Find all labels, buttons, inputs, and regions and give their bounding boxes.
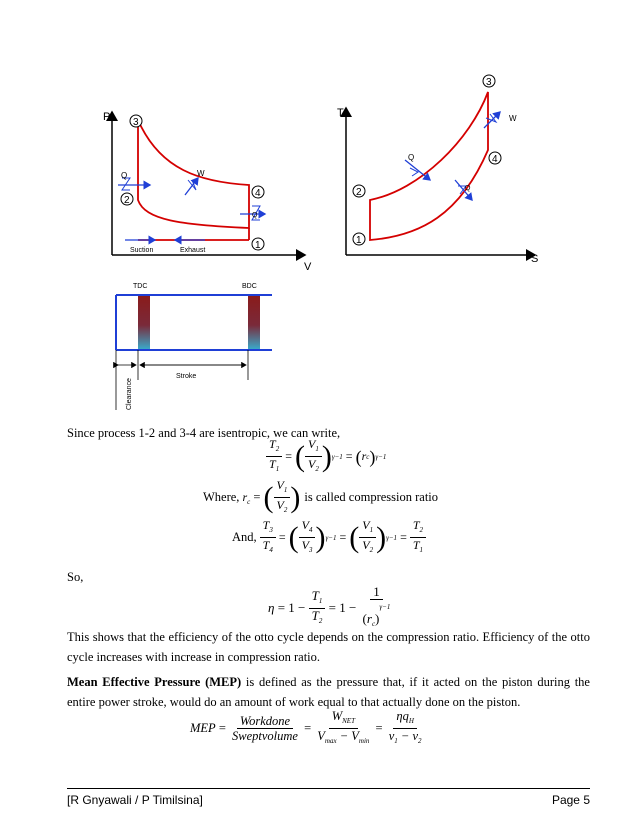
pv-diagram: [103, 111, 312, 273]
tdc-label: TDC: [133, 283, 148, 290]
piston-tdc: [138, 296, 150, 349]
where-label: Where,: [203, 490, 240, 504]
pv-exhaust-label: Exhaust: [180, 247, 206, 254]
pv-point-1: 1: [255, 240, 261, 251]
ts-q-in-arrow: [405, 160, 430, 180]
pv-q-out-label: Q: [252, 212, 258, 219]
sweptvolume-text: Sweptvolume: [232, 729, 298, 743]
and-label: And,: [232, 530, 257, 544]
mep-term: Mean Effective Pressure (MEP): [67, 675, 242, 689]
pv-axis-p-label: P: [103, 111, 111, 123]
ts-axis-s-label: S: [531, 253, 539, 265]
ts-q-out-label: Q: [465, 185, 471, 192]
mep-def-text: is defined as the pressure that, if it acted on the piston during the entire power stroke, would do an amount of work equal to that actually done on the piston.: [67, 675, 590, 709]
pv-suction-label: Suction: [130, 247, 154, 254]
footer-authors: [R Gnyawali / P Timilsina]: [67, 793, 203, 807]
ts-point-2: 2: [356, 187, 362, 198]
equation-mep: MEP = $\frac{\text{Workdone}}{\text{Sweptvolume}}$ = $\frac{W_{NET}}{V_{max} - V_{min}}$ = $\frac{\eta q_H}{v_1 - v_2}$: [190, 709, 422, 745]
pv-axis-v-label: V: [304, 261, 312, 273]
pv-cycle-curve: [138, 120, 249, 228]
equation-temperature-ratio: $\frac{T_2}{T_1}$ = ( $\frac{V_1}{V_2}$ ) γ−1 = ( r c ) γ−1: [266, 437, 386, 476]
stroke-label: Stroke: [176, 373, 197, 380]
mep-definition: [67, 672, 590, 712]
pv-point-3: 3: [133, 117, 139, 128]
equation-efficiency: η = 1 − $\frac{T_1}{T_2}$ = 1 − $\frac{1}{(r_c)^{\gamma-1}}$: [268, 584, 391, 628]
so-text: So,: [67, 570, 84, 584]
ts-cycle-curve: [370, 92, 488, 240]
clearance-label: Clearance: [126, 378, 133, 410]
called-text: is called compression ratio: [304, 490, 439, 504]
ts-point-1: 1: [356, 235, 362, 246]
page-footer: [67, 788, 590, 807]
pv-point-2: 2: [124, 195, 130, 206]
cylinder-diagram: [116, 283, 272, 410]
workdone-text: Workdone: [237, 714, 293, 729]
equation-and: And, $\frac{T_3}{T_4}$ = ( $\frac{V_4}{V_3}$ ) γ−1 = ( $\frac{V_1}{V_2}$ ) γ−1 = $\frac{T_2}{T_1}$: [232, 518, 426, 557]
conclusion-text: This shows that the efficiency of the otto cycle depends on the compression ratio. Efficiency of the otto cycle increases with increase in compression ratio.: [67, 630, 590, 664]
ts-point-4: 4: [492, 154, 498, 165]
pv-work-label: W: [197, 169, 205, 178]
page-number: Page 5: [551, 793, 590, 807]
ts-axis-t-label: T: [337, 107, 344, 119]
ts-work-label: W: [509, 114, 517, 123]
pv-q-in-label: Q: [121, 171, 128, 180]
ts-q-in-label: Q: [408, 153, 415, 162]
intro-text: Since process 1-2 and 3-4 are isentropic, we can write,: [67, 426, 341, 440]
piston-bdc: [248, 296, 260, 349]
ts-point-3: 3: [486, 77, 492, 88]
equation-compression-ratio: Where, $r_c$ = ( $\frac{V_1}{V_2}$ ) is called compression ratio: [203, 478, 439, 514]
ts-diagram: [337, 75, 538, 265]
pv-point-4: 4: [255, 188, 261, 199]
pv-work-arrow: [185, 178, 198, 195]
bdc-label: BDC: [242, 283, 257, 290]
